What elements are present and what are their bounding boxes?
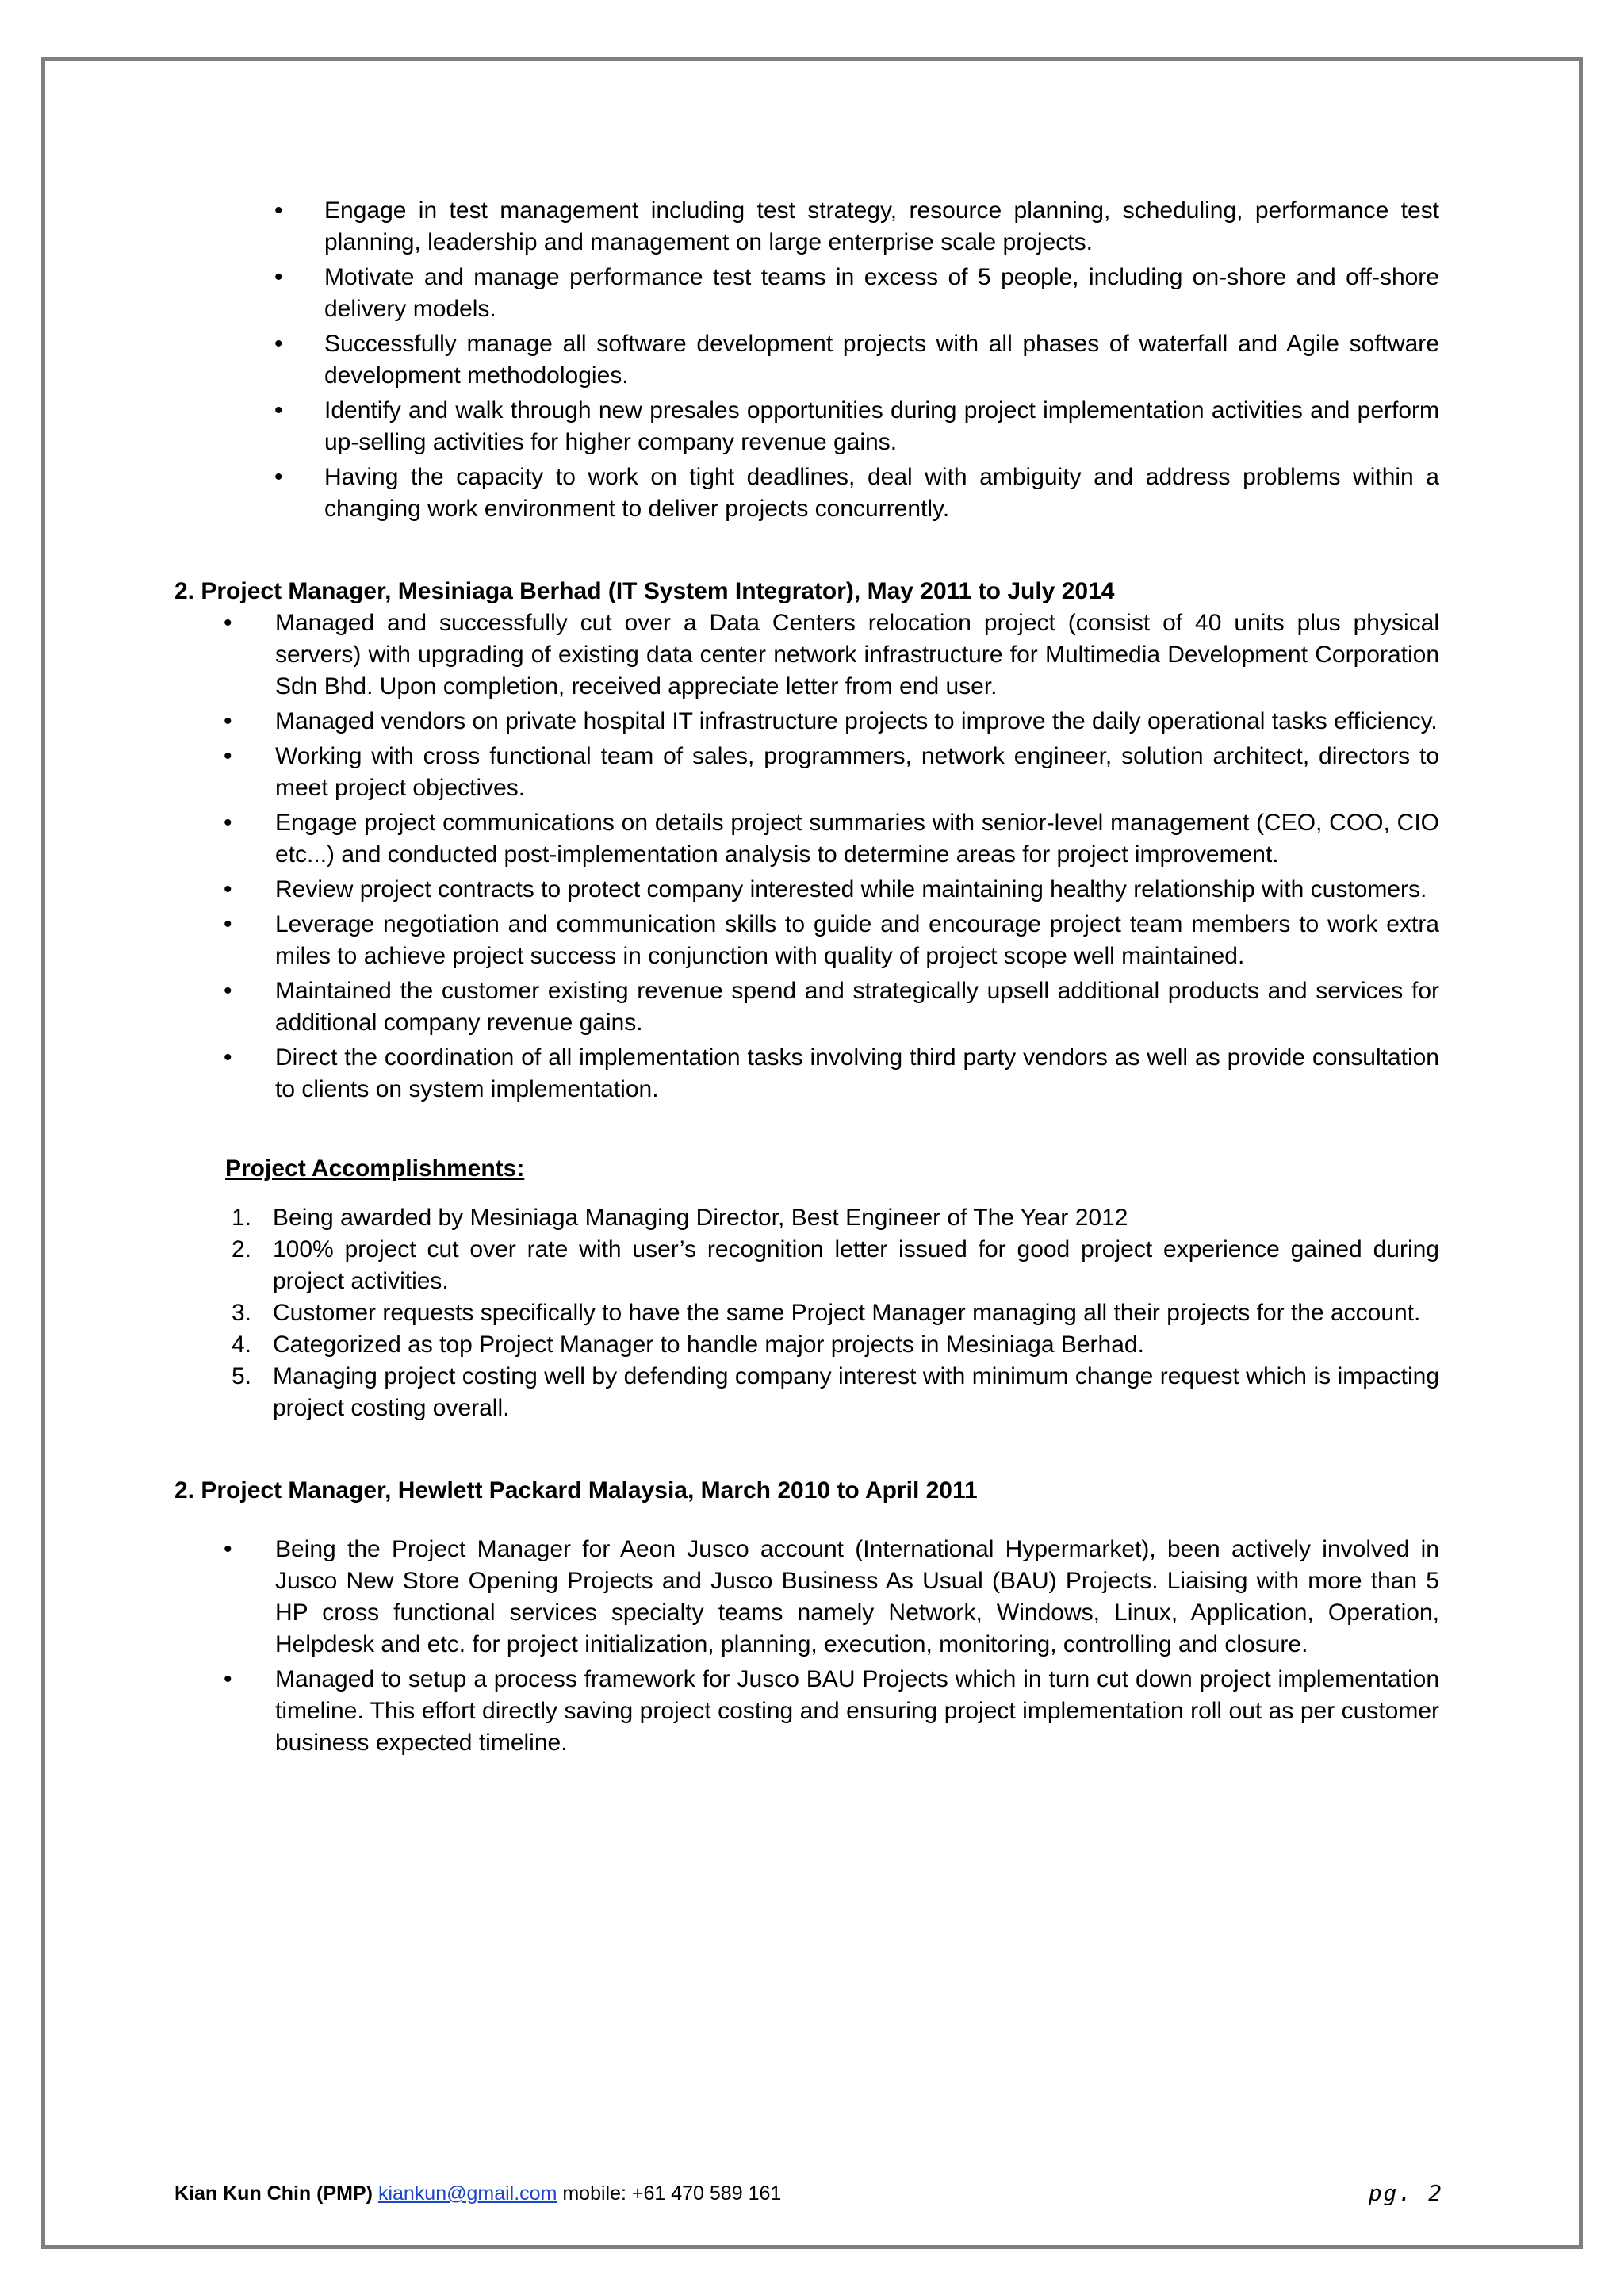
list-item: 4. Categorized as top Project Manager to handle major projects in Mesiniaga Berhad. xyxy=(174,1329,1439,1361)
bullet-icon: • xyxy=(224,876,232,902)
footer-mobile: mobile: +61 470 589 161 xyxy=(562,2182,782,2205)
list-item: • Being the Project Manager for Aeon Jusco account (International Hypermarket), been actively involved in Jusco New Store Opening Projects and Jusco Business As Usual (BAU) Projects. Liaising with more than 5 HP cross functional services specialty teams namely Network, Windows, Linux, Application, Operation, Helpdesk and etc. for project initialization, planning, execution, monitoring, controlling and closure. xyxy=(174,1534,1439,1661)
bullet-icon: • xyxy=(224,978,232,1004)
job-title-mesiniaga: 2. Project Manager, Mesiniaga Berhad (IT System Integrator), May 2011 to July 2014 xyxy=(174,578,1115,604)
bullet-icon: • xyxy=(274,197,283,224)
list-item: 2. 100% project cut over rate with user’s recognition letter issued for good project experience gained during project activities. xyxy=(174,1234,1439,1297)
list-item: • Having the capacity to work on tight deadlines, deal with ambiguity and address problems within a changing work environment to deliver projects concurrently. xyxy=(174,462,1439,525)
bullet-icon: • xyxy=(224,708,232,734)
bullet-icon: • xyxy=(274,264,283,290)
list-item: 5. Managing project costing well by defending company interest with minimum change request which is impacting project costing overall. xyxy=(174,1361,1439,1424)
bullet-icon: • xyxy=(224,1044,232,1071)
list-item: • Engage in test management including test strategy, resource planning, scheduling, performance test planning, leadership and management on large enterprise scale projects. xyxy=(174,195,1439,259)
list-item: 3. Customer requests specifically to have the same Project Manager managing all their projects for the account. xyxy=(174,1297,1439,1329)
hp-bullet-list xyxy=(174,1534,1439,1759)
bullet-icon: • xyxy=(274,397,283,423)
accomplishments-list xyxy=(174,1202,1439,1424)
resume-content xyxy=(174,195,1439,1762)
bullet-icon: • xyxy=(224,810,232,836)
list-item: • Managed vendors on private hospital IT infrastructure projects to improve the daily operational tasks efficiency. xyxy=(174,706,1439,738)
job-title-hp: 2. Project Manager, Hewlett Packard Malaysia, March 2010 to April 2011 xyxy=(174,1477,978,1504)
bullet-icon: • xyxy=(274,331,283,357)
bullet-icon: • xyxy=(224,911,232,937)
intro-bullet-list xyxy=(174,195,1439,525)
list-item: 1. Being awarded by Mesiniaga Managing Director, Best Engineer of The Year 2012 xyxy=(174,1202,1439,1234)
page-number: pg. 2 xyxy=(1368,2180,1443,2206)
list-item: • Identify and walk through new presales opportunities during project implementation activities and perform up-selling activities for higher company revenue gains. xyxy=(174,395,1439,458)
list-number: 2. xyxy=(232,1236,252,1262)
list-number: 3. xyxy=(232,1300,252,1326)
list-item: • Motivate and manage performance test teams in excess of 5 people, including on-shore and off-shore delivery models. xyxy=(174,262,1439,325)
page-footer xyxy=(174,2181,1443,2206)
bullet-icon: • xyxy=(224,1666,232,1692)
list-item: • Successfully manage all software development projects with all phases of waterfall and Agile software development methodologies. xyxy=(174,328,1439,392)
list-item: • Engage project communications on details project summaries with senior-level management (CEO, COO, CIO etc...) and conducted post-implementation analysis to determine areas for project improvement. xyxy=(174,807,1439,871)
mesiniaga-bullet-list xyxy=(174,607,1439,1105)
list-item: • Managed to setup a process framework for Jusco BAU Projects which in turn cut down project implementation timeline. This effort directly saving project costing and ensuring project implementation roll out as per customer business expected timeline. xyxy=(174,1664,1439,1759)
bullet-icon: • xyxy=(224,1536,232,1562)
accomplishments-heading: Project Accomplishments: xyxy=(225,1155,525,1182)
list-item: • Review project contracts to protect company interested while maintaining healthy relationship with customers. xyxy=(174,874,1439,906)
list-number: 5. xyxy=(232,1363,252,1389)
list-item: • Leverage negotiation and communication skills to guide and encourage project team members to work extra miles to achieve project success in conjunction with quality of project scope well maintained. xyxy=(174,909,1439,972)
list-item: • Direct the coordination of all implementation tasks involving third party vendors as well as provide consultation to clients on system implementation. xyxy=(174,1042,1439,1105)
bullet-icon: • xyxy=(274,464,283,490)
list-number: 1. xyxy=(232,1205,252,1231)
bullet-icon: • xyxy=(224,610,232,636)
list-number: 4. xyxy=(232,1331,252,1358)
footer-email-link[interactable]: kiankun@gmail.com xyxy=(377,2182,557,2205)
list-item: • Maintained the customer existing revenue spend and strategically upsell additional products and services for additional company revenue gains. xyxy=(174,975,1439,1039)
list-item: • Managed and successfully cut over a Data Centers relocation project (consist of 40 units plus physical servers) with upgrading of existing data center network infrastructure for Multimedia Development Corporation Sdn Bhd. Upon completion, received appreciate letter from end user. xyxy=(174,607,1439,703)
list-item: • Working with cross functional team of sales, programmers, network engineer, solution architect, directors to meet project objectives. xyxy=(174,741,1439,804)
footer-name: Kian Kun Chin (PMP) xyxy=(174,2182,373,2205)
bullet-icon: • xyxy=(224,743,232,769)
